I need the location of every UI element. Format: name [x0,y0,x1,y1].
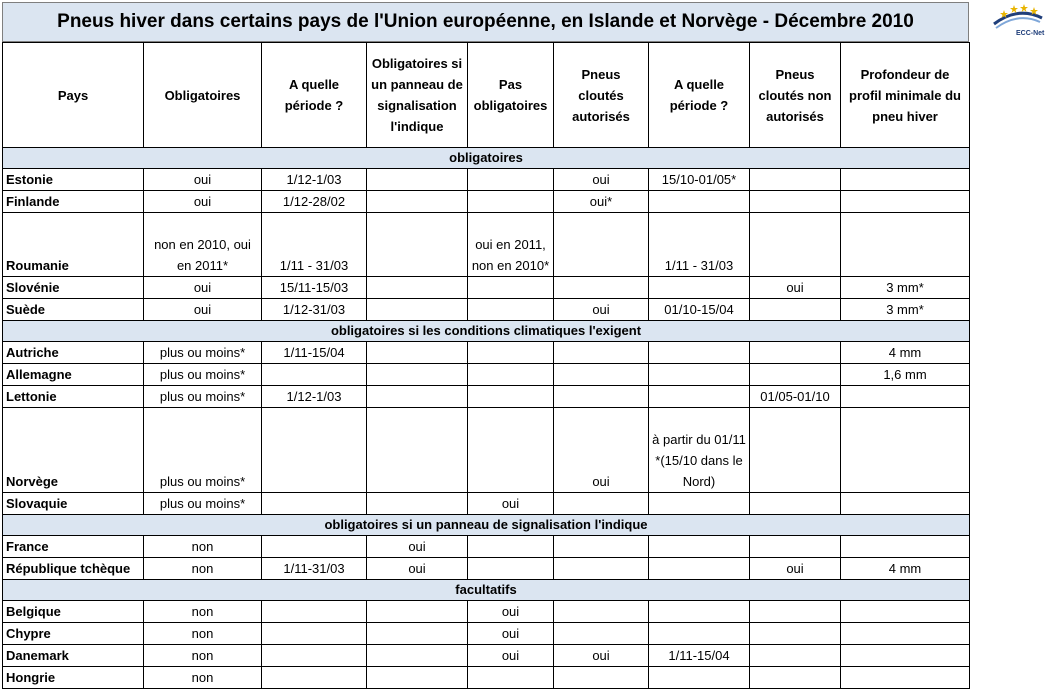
table-cell [841,191,970,213]
table-cell: oui [468,601,554,623]
table-cell: oui [144,277,262,299]
table-cell [367,191,468,213]
header-cell: Pneus cloutés autorisés [554,43,649,148]
country-cell: Slovénie [3,277,144,299]
table-cell [554,213,649,277]
table-cell [367,493,468,515]
country-cell: Chypre [3,623,144,645]
table-cell [367,623,468,645]
table-cell: 1/11-15/04 [649,645,750,667]
table-cell [554,493,649,515]
table-cell [262,645,367,667]
table-cell [367,169,468,191]
table-cell [468,191,554,213]
section-label: obligatoires [3,148,970,169]
country-cell: Lettonie [3,386,144,408]
country-cell: Suède [3,299,144,321]
table-cell [554,558,649,580]
table-cell [750,191,841,213]
table-cell [554,536,649,558]
table-cell [649,493,750,515]
table-cell [649,342,750,364]
header-cell: Pas obligatoires [468,43,554,148]
table-cell [649,558,750,580]
table-cell [750,299,841,321]
table-row [3,601,970,623]
table-cell [367,645,468,667]
table-cell [554,623,649,645]
table-cell [468,299,554,321]
table-cell: 1,6 mm [841,364,970,386]
table-cell [367,667,468,689]
country-cell: Belgique [3,601,144,623]
table-cell [262,408,367,493]
table-cell: 3 mm* [841,277,970,299]
table-cell: 3 mm* [841,299,970,321]
table-row [3,191,970,213]
table-cell [841,408,970,493]
table-cell [649,277,750,299]
table-cell: non [144,667,262,689]
country-cell: Danemark [3,645,144,667]
section-header-row [3,515,970,536]
table-cell [649,601,750,623]
header-cell: Pneus cloutés non autorisés [750,43,841,148]
page-title: Pneus hiver dans certains pays de l'Union européenne, en Islande et Norvège - Décembre 2010 [2,2,969,42]
country-cell: Roumanie [3,213,144,277]
table-cell [841,601,970,623]
table-cell [750,342,841,364]
table-cell: 1/12-28/02 [262,191,367,213]
header-cell: A quelle période ? [262,43,367,148]
table-cell [262,601,367,623]
table-cell [367,408,468,493]
table-cell: plus ou moins* [144,493,262,515]
table-cell [367,601,468,623]
table-cell [649,364,750,386]
table-cell [841,493,970,515]
table-row [3,536,970,558]
table-row [3,667,970,689]
table-cell [649,536,750,558]
table-cell: oui [554,645,649,667]
table-row [3,299,970,321]
table-cell [750,364,841,386]
table-cell: plus ou moins* [144,364,262,386]
table-cell [367,299,468,321]
table-cell [468,558,554,580]
country-cell: Autriche [3,342,144,364]
table-cell: 01/05-01/10 [750,386,841,408]
table-cell [841,667,970,689]
table-cell [750,408,841,493]
header-cell: Obligatoires [144,43,262,148]
header-cell: Obligatoires si un panneau de signalisation l'indique [367,43,468,148]
table-cell: non [144,645,262,667]
country-cell: Hongrie [3,667,144,689]
table-cell [554,601,649,623]
table-cell [554,386,649,408]
table-cell: oui [468,493,554,515]
table-cell [262,536,367,558]
table-cell [841,645,970,667]
table-cell [367,386,468,408]
table-row [3,645,970,667]
header-cell: Pays [3,43,144,148]
table-cell: non [144,623,262,645]
table-cell: oui [468,623,554,645]
table-cell: non [144,536,262,558]
table-cell [841,169,970,191]
table-row [3,493,970,515]
table-row [3,169,970,191]
table-row [3,342,970,364]
table-row [3,408,970,493]
table-cell [554,667,649,689]
table-cell: 1/12-1/03 [262,386,367,408]
table-cell: 1/11-15/04 [262,342,367,364]
table-cell: 01/10-15/04 [649,299,750,321]
table-cell [750,645,841,667]
section-header-row [3,580,970,601]
table-cell: oui [750,277,841,299]
table-cell [841,536,970,558]
table-cell [649,191,750,213]
table-cell [262,623,367,645]
table-cell: non [144,601,262,623]
table-cell: oui [144,191,262,213]
table-cell [468,408,554,493]
table-cell [262,667,367,689]
country-cell: Estonie [3,169,144,191]
table-cell: plus ou moins* [144,386,262,408]
table-row [3,558,970,580]
winter-tyres-table [2,42,970,689]
table-row [3,386,970,408]
country-cell: Allemagne [3,364,144,386]
table-cell: oui [554,299,649,321]
table-cell [554,277,649,299]
table-cell [367,364,468,386]
table-cell: 1/11 - 31/03 [649,213,750,277]
table-cell [554,342,649,364]
table-cell: oui [750,558,841,580]
table-cell [468,169,554,191]
table-cell: 1/11-31/03 [262,558,367,580]
table-cell: oui [144,299,262,321]
table-cell: 15/10-01/05* [649,169,750,191]
country-cell: République tchèque [3,558,144,580]
table-cell: 1/12-1/03 [262,169,367,191]
table-cell [367,213,468,277]
table-cell [468,667,554,689]
table-cell: oui en 2011, non en 2010* [468,213,554,277]
table-cell: plus ou moins* [144,342,262,364]
table-cell: oui [367,536,468,558]
table-cell [468,342,554,364]
country-cell: Finlande [3,191,144,213]
header-cell: Profondeur de profil minimale du pneu hiver [841,43,970,148]
table-cell: oui* [554,191,649,213]
table-cell [649,386,750,408]
table-cell: non [144,558,262,580]
table-cell [468,386,554,408]
table-cell [367,277,468,299]
table-cell [750,493,841,515]
table-cell [367,342,468,364]
table-cell [554,364,649,386]
table-cell: plus ou moins* [144,408,262,493]
table-cell: 15/11-15/03 [262,277,367,299]
logo-text: ECC-Net [1016,30,1045,37]
country-cell: Norvège [3,408,144,493]
table-cell: oui [554,408,649,493]
table-cell [750,601,841,623]
table-cell [841,623,970,645]
header-cell: A quelle période ? [649,43,750,148]
table-cell: 1/11 - 31/03 [262,213,367,277]
table-cell [262,364,367,386]
header-row [3,43,970,148]
table-cell [750,667,841,689]
table-cell: oui [367,558,468,580]
table-cell [750,623,841,645]
section-label: obligatoires si un panneau de signalisation l'indique [3,515,970,536]
country-cell: France [3,536,144,558]
table-cell [649,623,750,645]
table-cell [468,364,554,386]
section-label: facultatifs [3,580,970,601]
table-cell: 4 mm [841,558,970,580]
table-row [3,623,970,645]
table-cell: oui [468,645,554,667]
table-cell: oui [144,169,262,191]
table-cell: 4 mm [841,342,970,364]
table-cell [750,213,841,277]
table-cell [468,277,554,299]
table-cell [468,536,554,558]
table-cell [649,667,750,689]
table-cell [841,213,970,277]
table-cell [262,493,367,515]
table-cell: non en 2010, oui en 2011* [144,213,262,277]
section-header-row [3,148,970,169]
table-row [3,213,970,277]
table-cell [750,536,841,558]
table-cell: 1/12-31/03 [262,299,367,321]
table-row [3,277,970,299]
table-cell [750,169,841,191]
section-header-row [3,321,970,342]
table-cell [841,386,970,408]
table-cell: à partir du 01/11 *(15/10 dans le Nord) [649,408,750,493]
section-label: obligatoires si les conditions climatiques l'exigent [3,321,970,342]
table-cell: oui [554,169,649,191]
table-row [3,364,970,386]
country-cell: Slovaquie [3,493,144,515]
